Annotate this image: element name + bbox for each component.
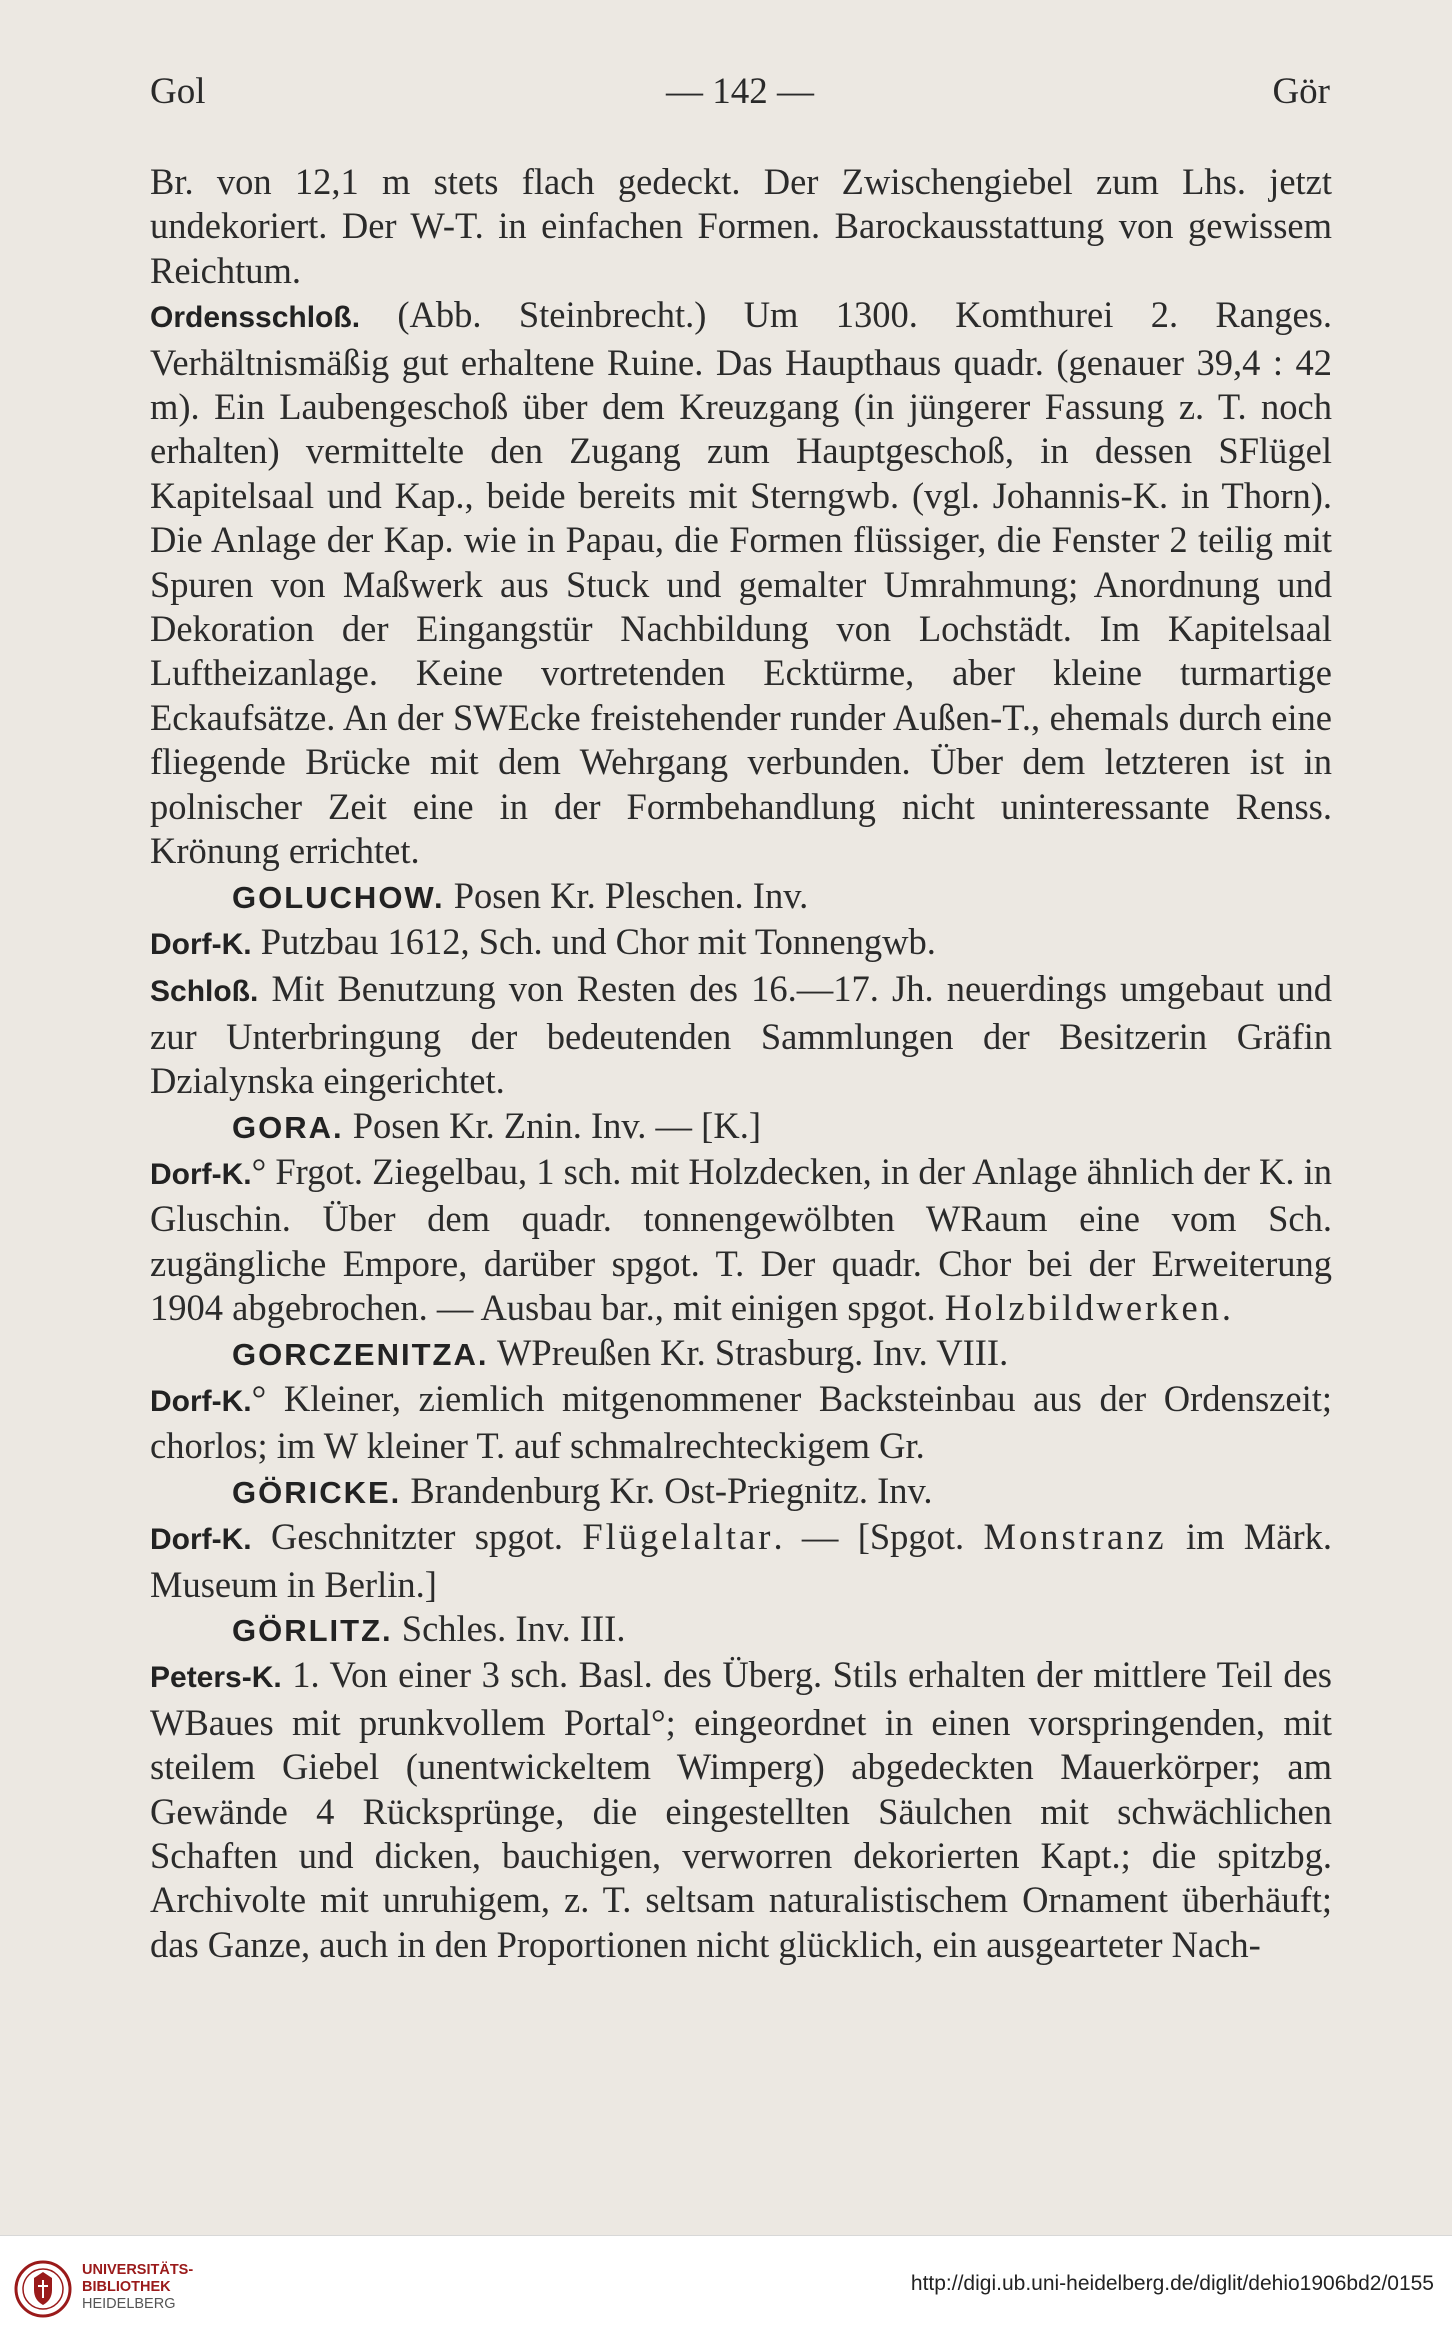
place-heading — [150, 1469, 1332, 1515]
paragraph-text: Putzbau 1612, Sch. und Chor mit Tonnengwb. — [251, 920, 936, 962]
paragraph — [150, 920, 1332, 967]
place-heading — [150, 1607, 1332, 1653]
header-right-catchword: Gör — [1272, 71, 1330, 112]
paragraph — [150, 160, 1332, 293]
place-name: GOLUCHOW. — [232, 879, 445, 915]
place-details: Posen Kr. Pleschen. Inv. — [444, 874, 809, 916]
spaced-term: Holzbildwerken — [944, 1287, 1222, 1329]
place-name: GÖRICKE. — [232, 1474, 402, 1510]
entry-keyword: Dorf-K. — [150, 1157, 252, 1191]
library-name-line: HEIDELBERG — [82, 2296, 176, 2312]
place-details: WPreußen Kr. Strasburg. Inv. VIII. — [488, 1331, 1009, 1373]
body-text — [150, 160, 1332, 1967]
paragraph-text-end: im Märk. Museum in Berlin.] — [150, 1516, 1332, 1605]
entry-keyword: Schloß. — [150, 975, 259, 1009]
paragraph-text: ° Frgot. Ziegelbau, 1 sch. mit Holzdecken, in der Anlage ähnlich der K. in Gluschin. Über dem quadr. tonnengewölbten WRaum eine vom Sch. zugängliche Empore, darüber spgot. T. Der quadr. Chor bei der Erweiterung 1904 abgebrochen. — Ausbau bar., mit einigen spgot. — [150, 1150, 1332, 1329]
place-name: GORA. — [232, 1109, 344, 1145]
paragraph — [150, 293, 1332, 873]
paragraph — [150, 1515, 1332, 1607]
paragraph — [150, 1150, 1332, 1331]
place-heading — [150, 874, 1332, 920]
place-heading — [150, 1104, 1332, 1150]
paragraph-text: (Abb. Steinbrecht.) Um 1300. Komthurei 2. Ranges. Verhältnismäßig gut erhaltene Ruine. Das Haupthaus quadr. (genauer 39,4 : 42 m). Ein Laubengeschoß über dem Kreuzgang (in jüngerer Fassung z. T. noch erhalten) vermittelte den Zugang zum Hauptgeschoß, in dessen SFlügel Kapitelsaal und Kap., beide bereits mit Sterngwb. (vgl. Johannis-K. in Thorn). Die Anlage der Kap. wie in Papau, die Formen flüssiger, die Fenster 2 teilig mit Spuren von Maßwerk aus Stuck und gemalter Umrahmung; Anordnung und Dekoration der Eingangstür Nachbildung von Lochstädt. Im Kapitelsaal Luftheizanlage. Keine vortretenden Ecktürme, aber kleine turmartige Eckaufsätze. An der SWEcke freistehender runder Außen-T., ehemals durch eine fliegende Brücke mit dem Wehrgang verbunden. Über dem letzteren ist in polnischer Zeit eine in der Formbehandlung nicht uninteressante Renss. Krönung errichtet. — [150, 294, 1332, 872]
paragraph-text: ° Kleiner, ziemlich mitgenommener Backsteinbau aus der Ordenszeit; chorlos; im W kleiner T. auf schmalrechteckigem Gr. — [150, 1377, 1332, 1467]
place-name: GORCZENITZA. — [232, 1336, 489, 1372]
paragraph — [150, 967, 1332, 1103]
paragraph-text: Br. von 12,1 m stets flach gedeckt. Der Zwischengiebel zum Lhs. jetzt undekoriert. Der W-T. in einfachen Formen. Barockausstattung von gewissem Reichtum. — [150, 161, 1332, 291]
viewer-footer — [0, 2235, 1452, 2342]
library-name-line: UNIVERSITÄTS- — [82, 2262, 194, 2278]
page-number: — 142 — — [666, 71, 814, 112]
paragraph-text-mid: . — [Spgot. — [773, 1516, 984, 1558]
permalink[interactable]: http://digi.ub.uni-heidelberg.de/diglit/dehio1906bd2/0155 — [910, 2272, 1434, 2295]
entry-keyword: Dorf-K. — [150, 1384, 252, 1418]
entry-keyword: Ordensschloß. — [150, 301, 361, 335]
place-heading — [150, 1331, 1332, 1377]
paragraph — [150, 1377, 1332, 1469]
paragraph — [150, 1653, 1332, 1967]
paragraph-text: Mit Benutzung von Resten des 16.—17. Jh. neuerdings umgebaut und zur Unterbringung der bedeutenden Sammlungen der Besitzerin Gräfin Dzialynska eingerichtet. — [150, 968, 1332, 1102]
page-header — [150, 70, 1330, 120]
paragraph-text: 1. Von einer 3 sch. Basl. des Überg. Stils erhalten der mittlere Teil des WBaues mit prunkvollem Portal°; eingeordnet in einen vorspringenden, mit steilem Giebel (unentwickeltem Wimperg) abgedeckten Mauerkörper; am Gewände 4 Rücksprünge, die eingestellten Säulchen mit schwächlichen Schaften und dicken, bauchigen, verworren dekorierten Kapt.; die spitzbg. Archivolte mit unruhigem, z. T. seltsam naturalistischem Ornament überhäuft; das Ganze, auch in den Proportionen nicht glücklich, ein ausgearteter Nach- — [150, 1654, 1332, 1965]
spaced-term: Flügelaltar — [582, 1516, 774, 1558]
place-details: Brandenburg Kr. Ost-Priegnitz. Inv. — [401, 1469, 933, 1511]
place-details: Schles. Inv. III. — [392, 1608, 626, 1649]
place-details: Posen Kr. Znin. Inv. — [K.] — [343, 1104, 761, 1146]
library-name — [82, 2262, 193, 2313]
paragraph-text: Geschnitzter spgot. — [251, 1516, 583, 1558]
place-name: GÖRLITZ. — [232, 1613, 393, 1648]
entry-keyword: Peters-K. — [150, 1661, 282, 1695]
header-left-catchword: Gol — [150, 71, 206, 112]
library-seal-icon — [14, 2260, 72, 2318]
paragraph-text-end: . — [1221, 1287, 1232, 1329]
entry-keyword: Dorf-K. — [150, 927, 252, 961]
entry-keyword: Dorf-K. — [150, 1523, 252, 1557]
library-name-line: BIBLIOTHEK — [82, 2279, 171, 2295]
spaced-term: Monstranz — [983, 1516, 1167, 1558]
